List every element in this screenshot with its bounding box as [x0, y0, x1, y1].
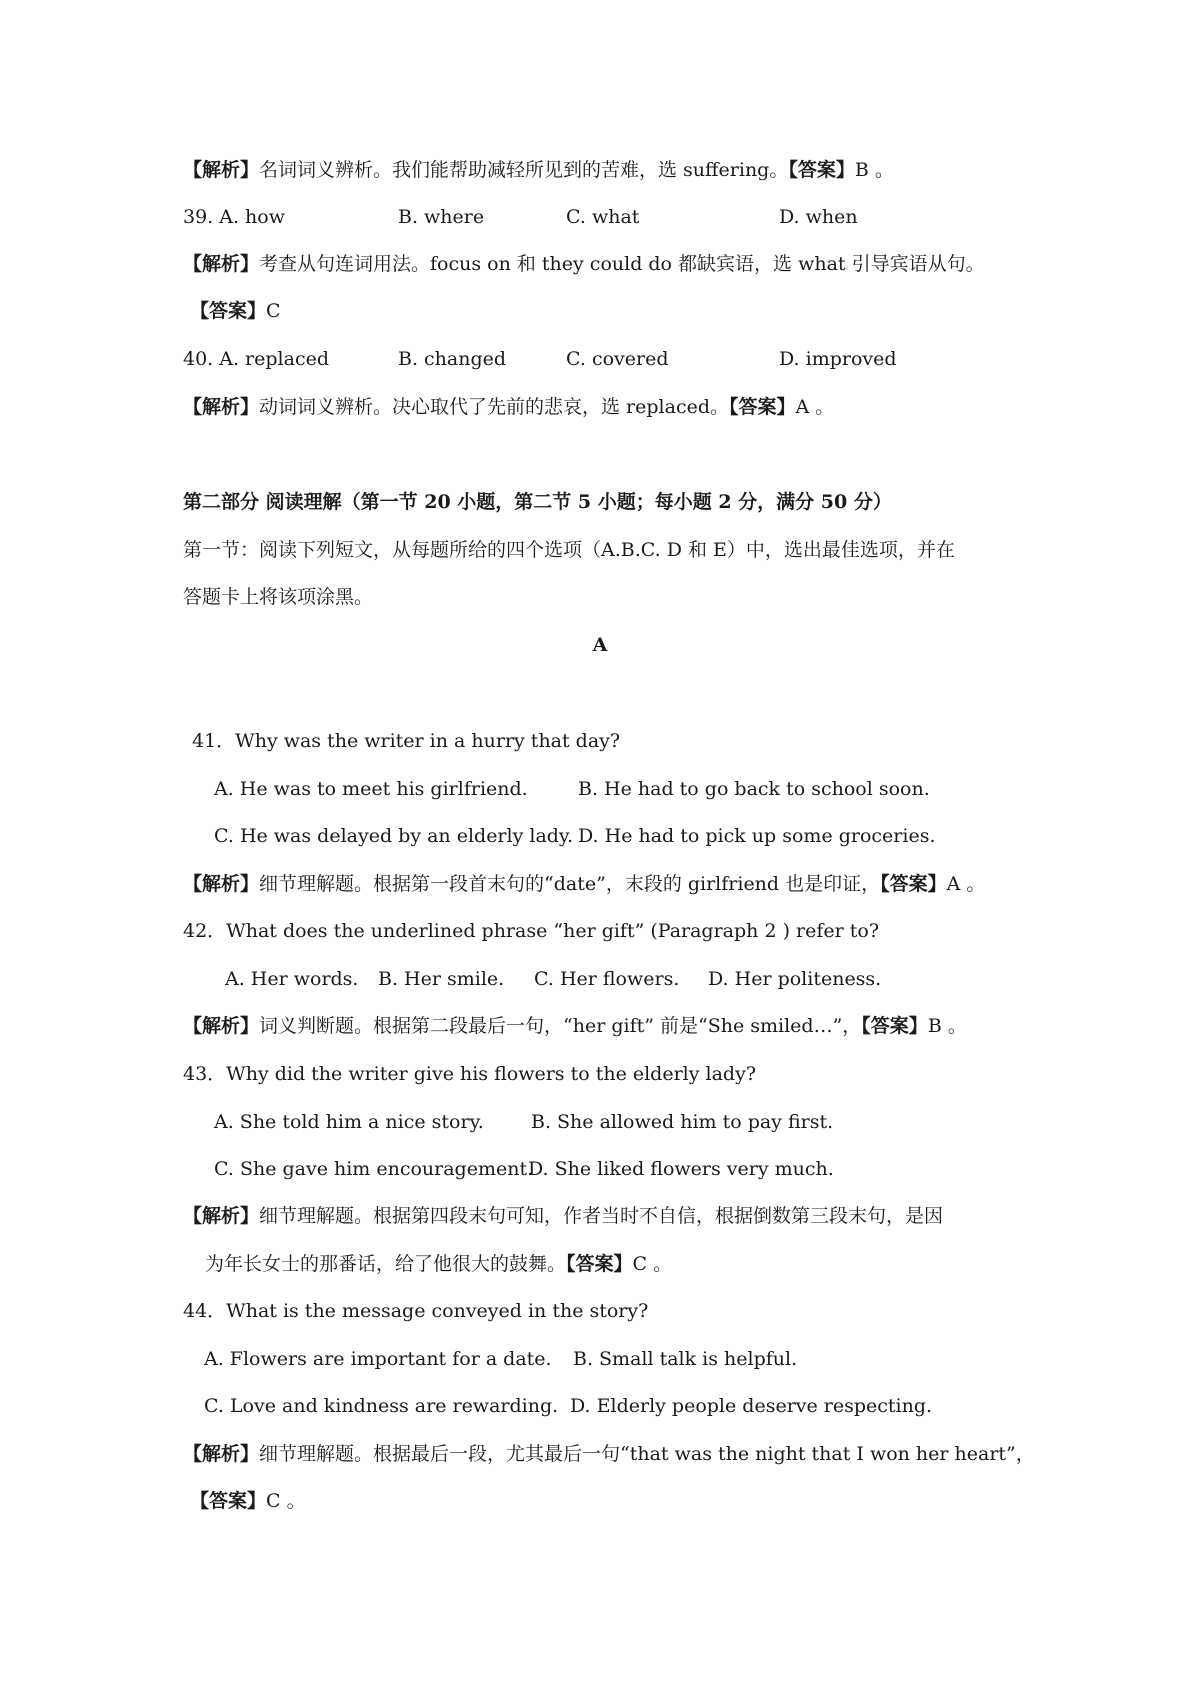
explanation-tag: 【解析】	[183, 1015, 260, 1037]
q42-option-a: A. Her words.	[225, 968, 359, 990]
q40-option-d: D. improved	[779, 348, 897, 370]
answer-tag: 【答案】	[861, 1015, 928, 1037]
q38-explanation	[183, 157, 894, 183]
answer-tag: 【答案】	[788, 159, 855, 181]
q43-explanation-cont	[205, 1251, 672, 1277]
answer-value: A 。	[795, 396, 835, 418]
q39-answer	[190, 298, 281, 324]
answer-value: A 。	[946, 873, 986, 895]
part2-instruction-line1: 第一节：阅读下列短文，从每题所给的四个选项（A.B.C. D 和 E）中，选出最佳选项，并在	[183, 539, 955, 561]
q39-explanation	[183, 251, 985, 277]
answer-tag: 【答案】	[880, 873, 947, 895]
q40-option-a: 40. A. replaced	[183, 348, 329, 370]
answer-tag: 【答案】	[729, 396, 796, 418]
explanation-text-cont: 为年长女士的那番话，给了他很大的鼓舞。	[205, 1253, 567, 1275]
q39-option-d: D. when	[779, 206, 858, 228]
explanation-text: 动词词义辨析。决心取代了先前的悲哀，选 replaced。	[259, 396, 729, 418]
explanation-text: 细节理解题。根据第一段首末句的“date”，末段的 girlfriend 也是印证，	[259, 873, 881, 895]
q44-option-b: B. Small talk is helpful.	[573, 1348, 798, 1370]
explanation-tag: 【解析】	[183, 253, 260, 275]
q41-option-a: A. He was to meet his girlfriend.	[214, 778, 528, 800]
answer-tag: 【答案】	[190, 300, 267, 322]
explanation-tag: 【解析】	[183, 1443, 260, 1465]
q44-option-c: C. Love and kindness are rewarding.	[204, 1395, 559, 1417]
section-title: A	[592, 634, 608, 656]
q44-option-a: A. Flowers are important for a date.	[204, 1348, 552, 1370]
q41-option-d: D. He had to pick up some groceries.	[578, 825, 936, 847]
q43-stem: 43．Why did the writer give his flowers to the elderly lady?	[183, 1063, 757, 1085]
part2-heading: 第二部分 阅读理解（第一节 20 小题，第二节 5 小题；每小题 2 分，满分 50 分）	[183, 491, 892, 513]
explanation-text: 细节理解题。根据最后一段，尤其最后一句“that was the night that I won her heart”，	[259, 1443, 1035, 1465]
explanation-text: 考查从句连词用法。focus on 和 they could do 都缺宾语，选 what 引导宾语从句。	[259, 253, 985, 275]
explanation-text: 词义判断题。根据第二段最后一句，“her gift” 前是“She smiled…”，	[259, 1015, 862, 1037]
q43-option-c: C. She gave him encouragement.	[214, 1158, 534, 1180]
explanation-tag: 【解析】	[183, 1205, 260, 1227]
q39-option-c: C. what	[566, 206, 640, 228]
explanation-tag: 【解析】	[183, 873, 260, 895]
q44-explanation	[183, 1441, 1035, 1467]
explanation-tag: 【解析】	[183, 396, 260, 418]
q43-explanation	[183, 1203, 943, 1229]
q42-option-c: C. Her flowers.	[534, 968, 680, 990]
q39-option-a: 39. A. how	[183, 206, 285, 228]
q41-explanation	[183, 871, 985, 897]
q42-option-d: D. Her politeness.	[708, 968, 882, 990]
explanation-text: 名词词义辨析。我们能帮助减轻所见到的苦难，选 suffering。	[259, 159, 789, 181]
explanation-text: 细节理解题。根据第四段末句可知，作者当时不自信，根据倒数第三段末句，是因	[259, 1205, 944, 1227]
q43-option-b: B. She allowed him to pay first.	[531, 1111, 834, 1133]
q43-option-a: A. She told him a nice story.	[214, 1111, 484, 1133]
answer-value: C 。	[632, 1253, 673, 1275]
q41-option-c: C. He was delayed by an elderly lady.	[214, 825, 574, 847]
q41-option-b: B. He had to go back to school soon.	[578, 778, 930, 800]
answer-tag: 【答案】	[566, 1253, 633, 1275]
q42-stem: 42．What does the underlined phrase “her gift” (Paragraph 2 ) refer to?	[183, 920, 880, 942]
answer-value: C 。	[266, 1490, 306, 1512]
q44-answer	[190, 1488, 306, 1514]
q39-option-b: B. where	[398, 206, 485, 228]
q41-stem: 41．Why was the writer in a hurry that day?	[192, 730, 621, 752]
q42-explanation	[183, 1013, 967, 1039]
q44-option-d: D. Elderly people deserve respecting.	[570, 1395, 933, 1417]
answer-tag: 【答案】	[190, 1490, 267, 1512]
q40-option-b: B. changed	[398, 348, 507, 370]
part2-instruction-line2: 答题卡上将该项涂黑。	[183, 586, 374, 608]
q44-stem: 44．What is the message conveyed in the story?	[183, 1300, 649, 1322]
explanation-tag: 【解析】	[183, 159, 260, 181]
q40-option-c: C. covered	[566, 348, 669, 370]
answer-value: B 。	[854, 159, 894, 181]
answer-value: C	[266, 300, 281, 322]
answer-value: B 。	[927, 1015, 967, 1037]
q43-option-d: D. She liked flowers very much.	[528, 1158, 834, 1180]
q42-option-b: B. Her smile.	[378, 968, 505, 990]
q40-explanation	[183, 394, 834, 420]
